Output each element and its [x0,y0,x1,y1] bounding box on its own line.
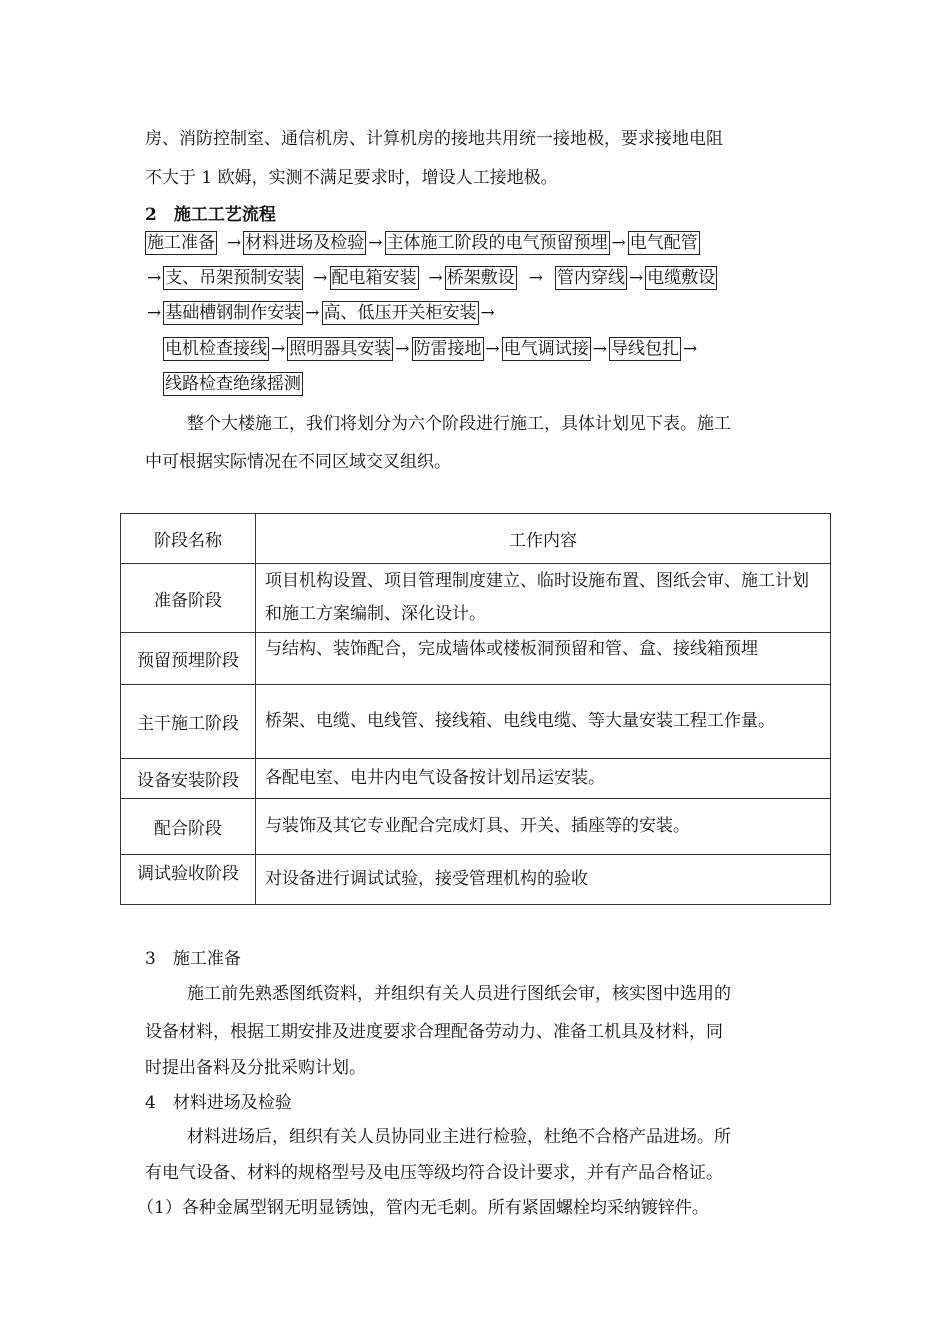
section-4-line-2: 有电气设备、材料的规格型号及电压等级均符合设计要求，并有产品合格证。 [145,1163,723,1183]
stage-content: 与结构、装饰配合，完成墙体或楼板洞预留和管、盒、接线箱预埋 [265,639,758,659]
flow-step: 高、低压开关柜安装 [323,303,477,323]
stage-name: 调试验收阶段 [121,855,256,905]
flow-row-5 [163,372,303,396]
flow-step: 支、吊架预制安装 [165,268,302,288]
arrow-icon: → [395,339,410,359]
plan-para-line-1: 整个大楼施工，我们将划分为六个阶段进行施工，具体计划见下表。施工 [187,414,731,434]
flow-step: 电气配管 [629,233,698,253]
section-3-line-2: 设备材料，根据工期安排及进度要求合理配备劳动力、准备工机具及材料，同 [145,1022,723,1042]
table-row [121,759,831,799]
stage-name: 主干施工阶段 [121,685,256,759]
section-3-heading: 3 施工准备 [145,949,241,969]
stage-table [120,513,831,905]
flow-step: 电缆敷设 [647,268,716,288]
stage-name: 设备安装阶段 [121,759,256,799]
table-row [121,633,831,685]
intro-line-2: 不大于 1 欧姆，实测不满足要求时，增设人工接地极。 [145,168,558,188]
arrow-icon: → [592,339,607,359]
table-row [121,564,831,633]
section-3-line-3: 时提出备料及分批采购计划。 [145,1058,366,1078]
table-row [121,685,831,759]
arrow-icon: → [313,268,328,288]
section-4-line-1: 材料进场后，组织有关人员协同业主进行检验，杜绝不合格产品进场。所 [187,1127,731,1147]
flow-step: 电气调试接 [503,339,589,359]
flow-row-1 [145,231,700,255]
flow-step: 照明器具安装 [289,339,392,359]
flow-step: 防雷接地 [413,339,482,359]
arrow-icon: → [528,268,543,288]
stage-content: 各配电室、电井内电气设备按计划吊运安装。 [256,759,831,799]
table-row [121,799,831,855]
header-content: 工作内容 [256,514,831,564]
stage-content: 桥架、电缆、电线管、接线箱、电线电缆、等大量安装工程工作量。 [256,685,831,759]
table-header-row [121,514,831,564]
arrow-icon: → [480,303,495,323]
flow-row-3 [145,301,497,325]
arrow-icon: → [271,339,286,359]
flow-step: 材料进场及检验 [245,233,365,253]
flow-step: 主体施工阶段的电气预留预埋 [386,233,608,253]
stage-content: 对设备进行调试试验，接受管理机构的验收 [256,855,831,905]
stage-name: 预留预埋阶段 [121,633,256,685]
flow-step: 基础槽钢制作安装 [165,303,302,323]
flow-step: 管内穿线 [557,268,625,288]
arrow-icon: → [368,233,383,253]
arrow-icon: → [147,303,162,323]
section-2-heading: 2 施工工艺流程 [145,205,276,225]
plan-para-line-2: 中可根据实际情况在不同区域交叉组织。 [145,452,451,472]
arrow-icon: → [485,339,500,359]
arrow-icon: → [147,268,162,288]
section-3-line-1: 施工前先熟悉图纸资料，并组织有关人员进行图纸会审，核实图中选用的 [187,984,731,1004]
header-stage: 阶段名称 [121,514,256,564]
section-4-item-1: （1）各种金属型钢无明显锈蚀，管内无毛刺。所有紧固螺栓均采纳镀锌件。 [137,1198,709,1218]
flow-step: 线路检查绝缘摇测 [165,374,301,394]
stage-name: 配合阶段 [121,799,256,855]
arrow-icon: → [611,233,626,253]
stage-name: 准备阶段 [121,564,256,633]
flow-row-4 [163,337,699,361]
arrow-icon: → [629,268,644,288]
arrow-icon: → [428,268,443,288]
intro-line-1: 房、消防控制室、通信机房、计算机房的接地共用统一接地极，要求接地电阻 [145,129,723,149]
flow-row-2 [145,266,717,290]
stage-content: 与装饰及其它专业配合完成灯具、开关、插座等的安装。 [256,799,831,855]
flow-step: 导线包扎 [611,339,679,359]
stage-content: 项目机构设置、项目管理制度建立、临时设施布置、图纸会审、施工计划和施工方案编制、深化设计。 [256,564,831,633]
flow-step: 配电箱安装 [331,268,417,288]
stage-content-cell [256,633,831,685]
flow-step: 桥架敷设 [446,268,515,288]
arrow-icon: → [305,303,320,323]
section-4-heading: 4 材料进场及检验 [145,1093,292,1113]
table-row [121,855,831,905]
flow-step: 施工准备 [147,233,215,253]
arrow-icon: → [683,339,698,359]
arrow-icon: → [227,233,242,253]
flow-step: 电机检查接线 [165,339,267,359]
